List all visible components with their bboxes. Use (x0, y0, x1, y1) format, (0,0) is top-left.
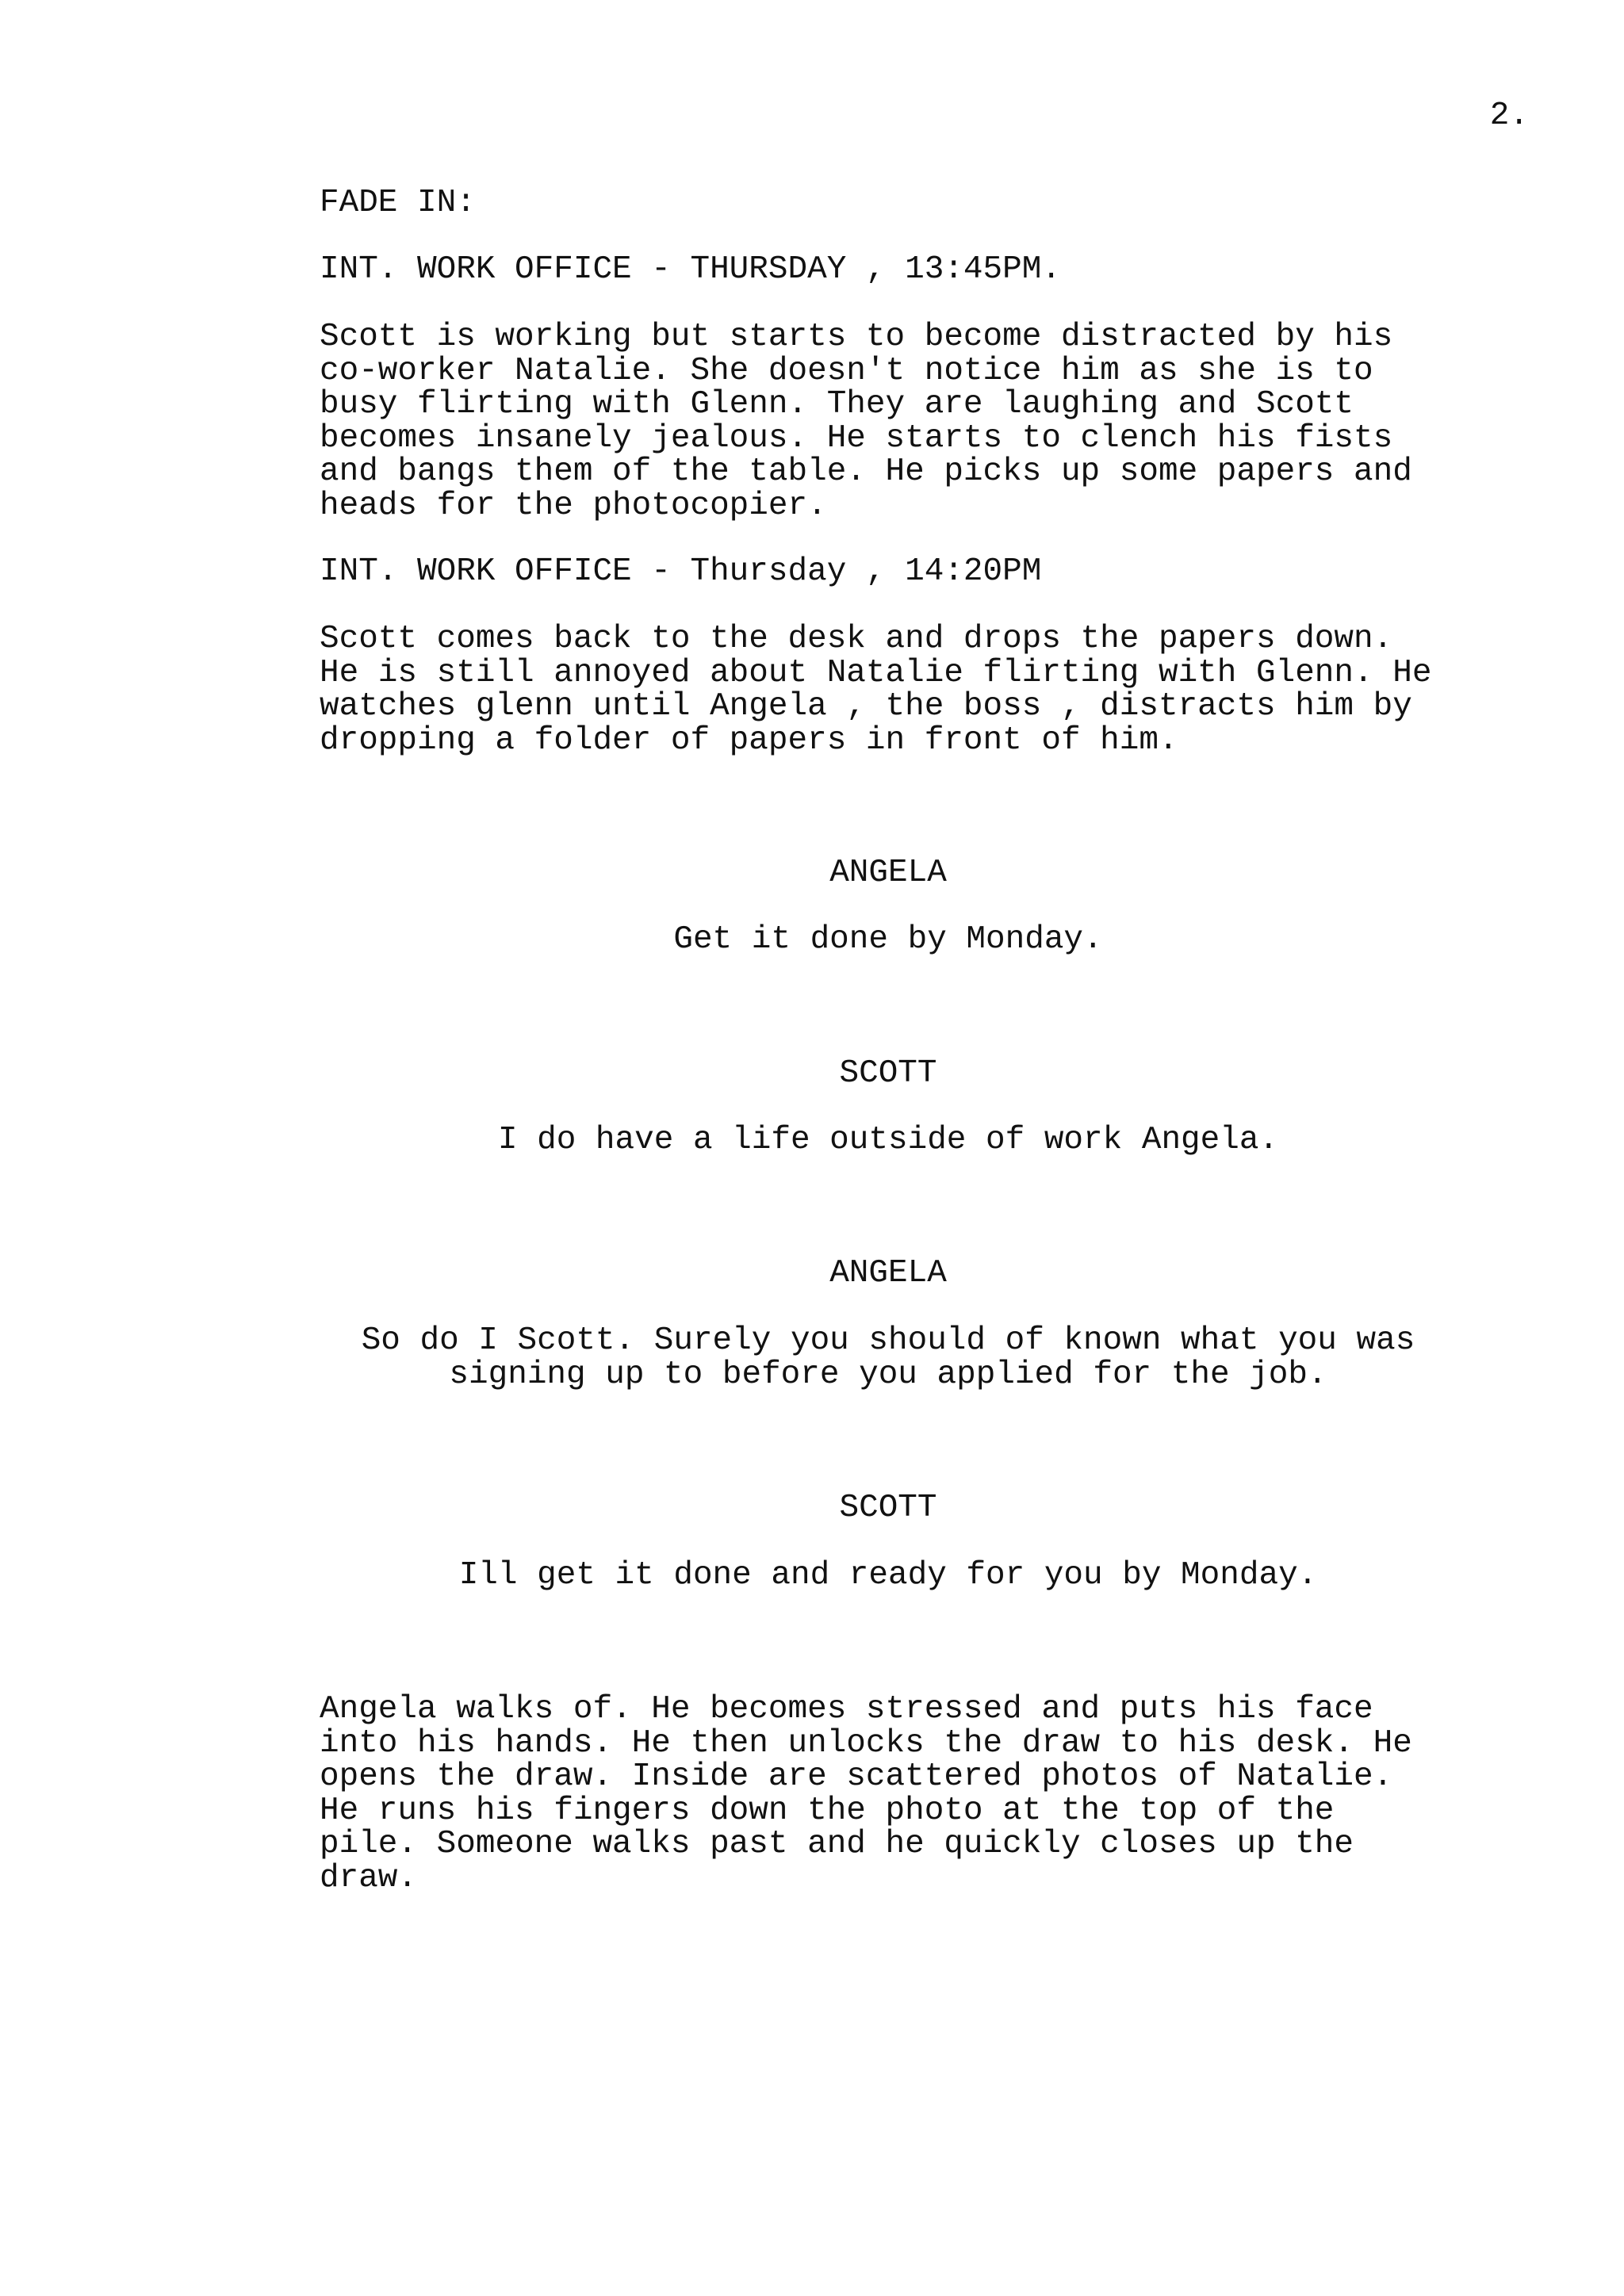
scene-heading-1: INT. WORK OFFICE - THURSDAY , 13:45PM. (320, 251, 1061, 288)
scene-heading-2: INT. WORK OFFICE - Thursday , 14:20PM (320, 553, 1042, 590)
action-block-3: Angela walks of. He becomes stressed and puts his face into his hands. He then unlocks the draw to his desk. He opens the draw. Inside are scattered photos of Natalie. He runs his fingers down the photo at the top of the pile. Someone walks past and he quickly closes up the draw. (320, 1691, 1412, 1896)
action-block-1: Scott is working but starts to become distracted by his co-worker Natalie. She doesn't notice him as she is to busy flirting with Glenn. They are laughing and Scott becomes insanely jealous. He starts to clench his fists and bangs them of the table. He picks up some papers and heads for the photocopier. (320, 319, 1412, 524)
page-number: 2. (1489, 98, 1529, 134)
dialogue-line: Ill get it done and ready for you by Monday. (458, 1557, 1318, 1594)
dialogue-line: I do have a life outside of work Angela. (497, 1122, 1279, 1158)
dialogue-line: So do I Scott. Surely you should of known what you was signing up to before you applied for the job. (361, 1322, 1415, 1393)
transition-fade-in: FADE IN: (320, 185, 476, 221)
character-name: ANGELA (829, 855, 947, 891)
dialogue-line: Get it done by Monday. (673, 921, 1103, 958)
character-name: SCOTT (839, 1490, 937, 1526)
character-name: ANGELA (829, 1255, 947, 1292)
action-block-2: Scott comes back to the desk and drops the papers down. He is still annoyed about Natalie flirting with Glenn. He watches glenn until Angela , the boss , distracts him by dropping a folder of papers in front of him. (320, 621, 1432, 759)
character-name: SCOTT (839, 1055, 937, 1092)
